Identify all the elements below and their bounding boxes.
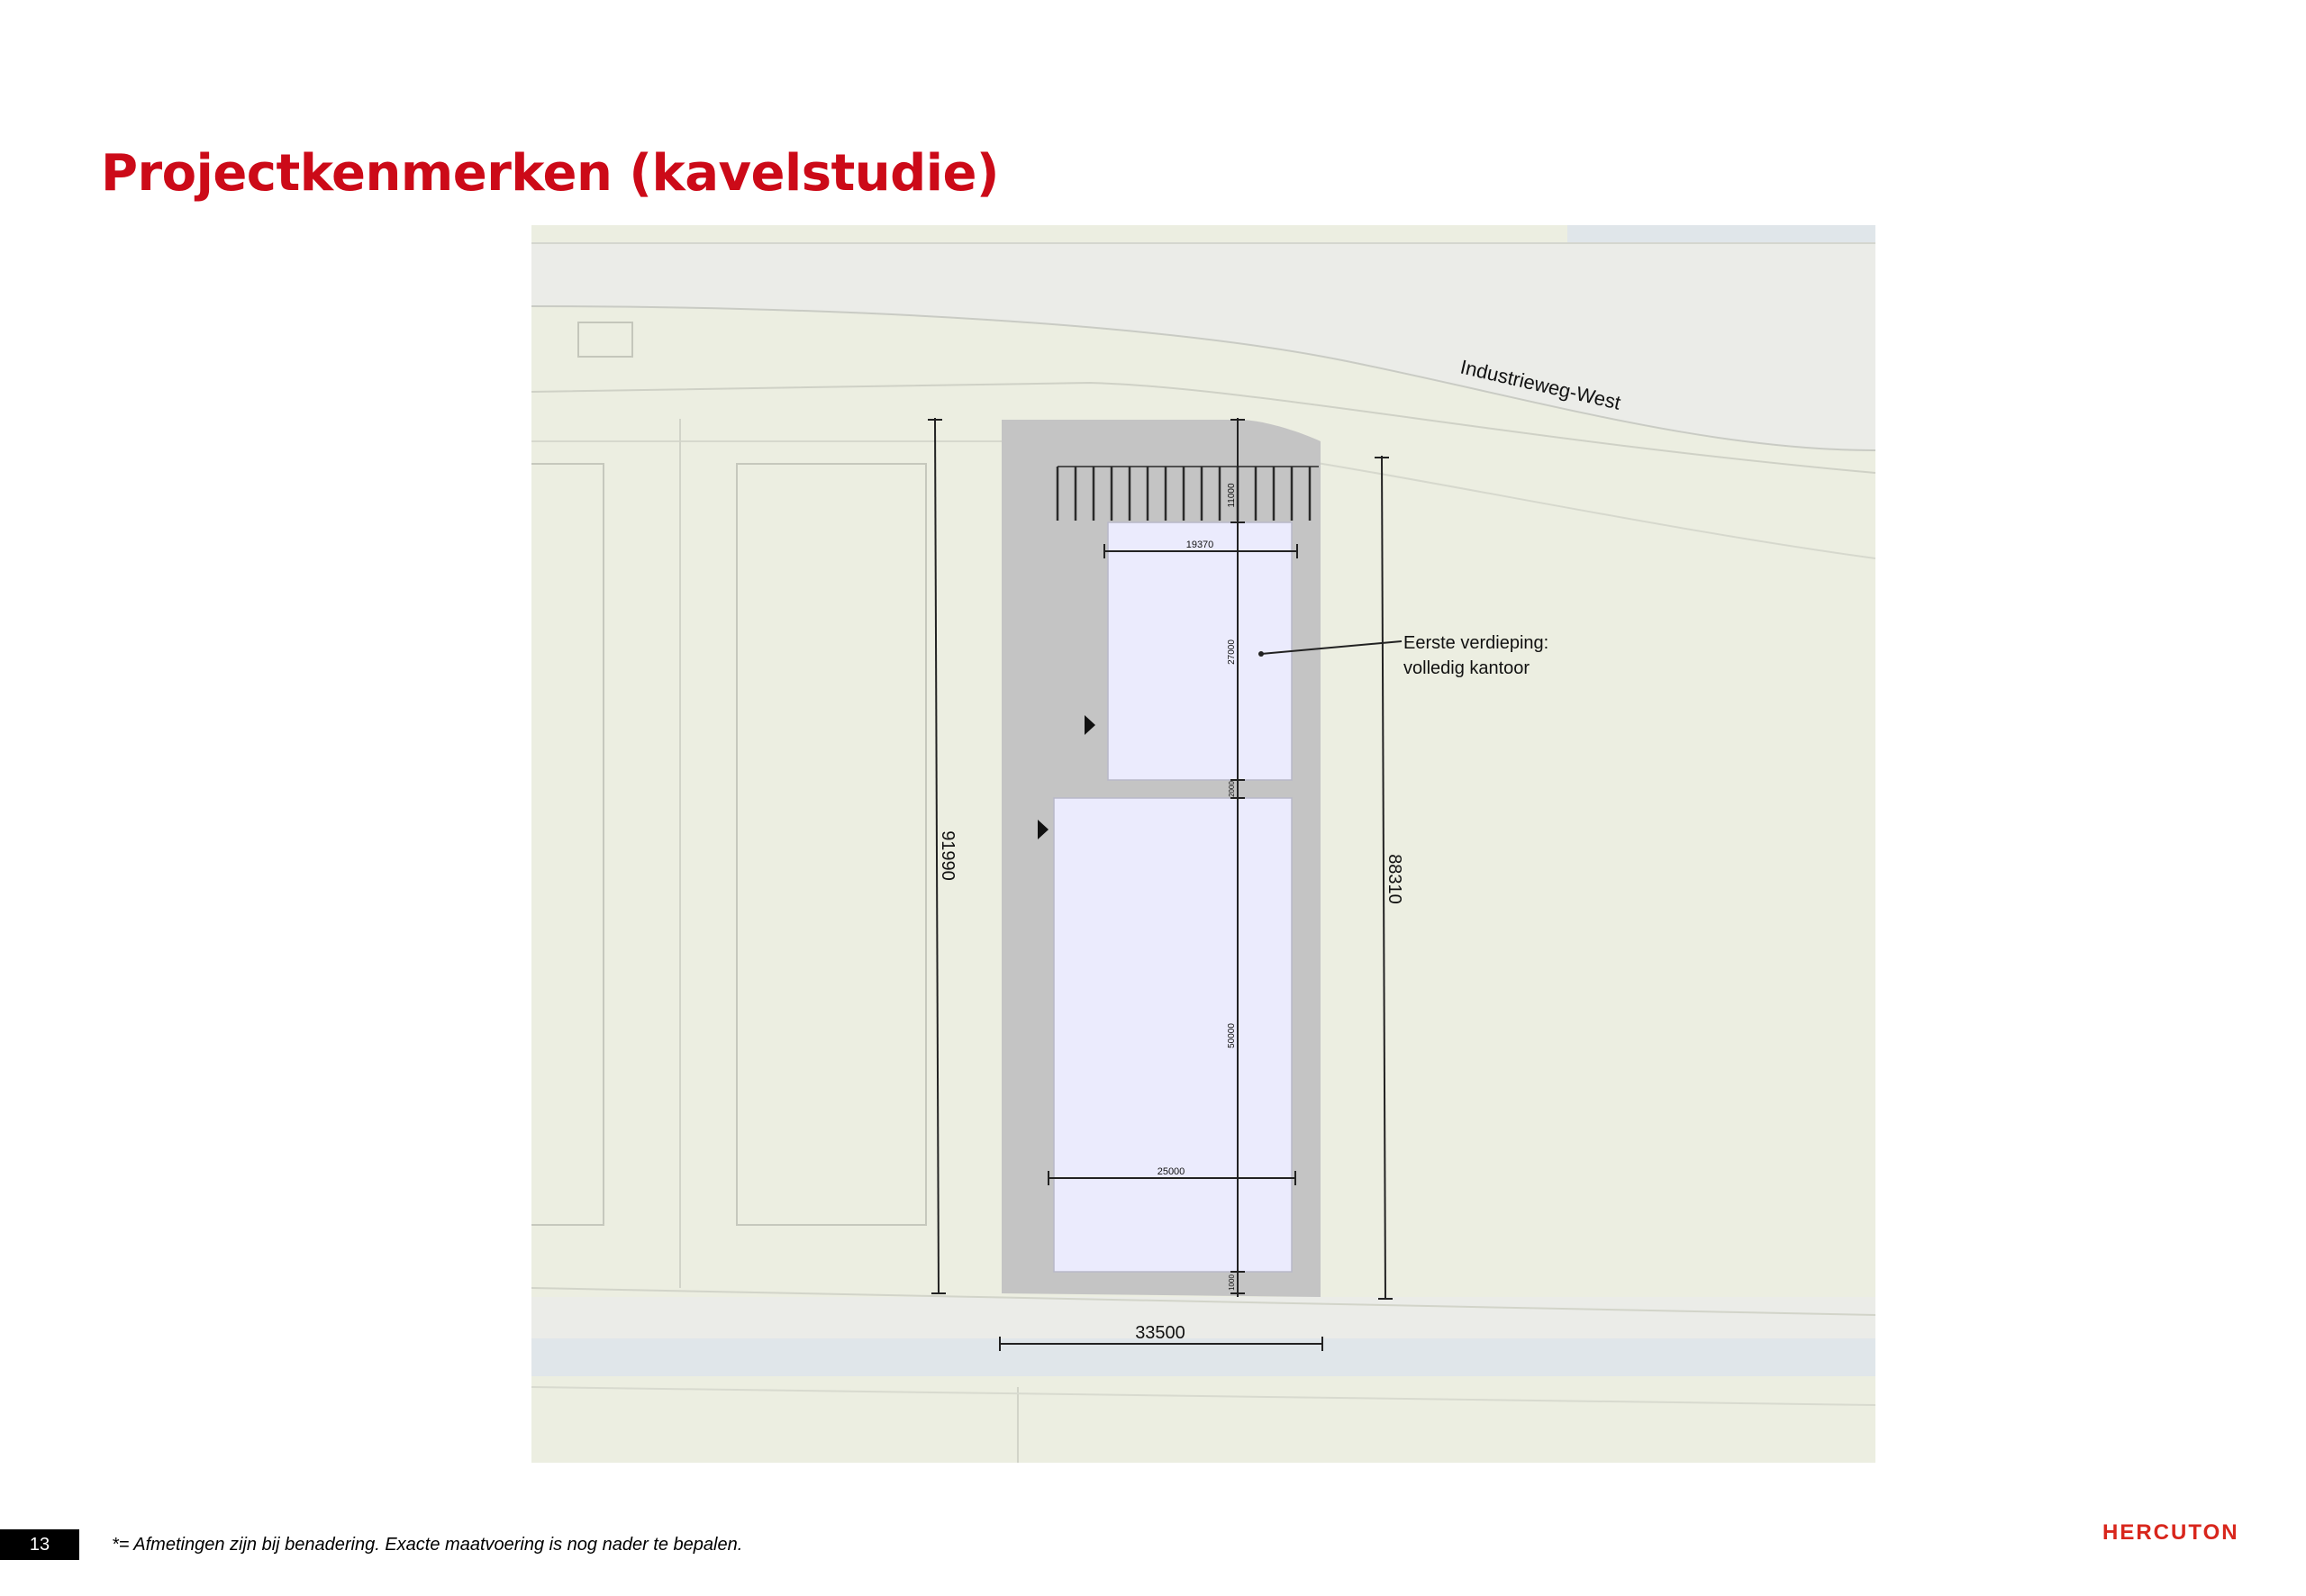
page-title: Projectkenmerken (kavelstudie) — [101, 144, 1000, 203]
annotation-line2: volledig kantoor — [1403, 658, 1530, 678]
footnote: *= Afmetingen zijn bij benadering. Exacte maatvoering is nog nader te bepalen. — [112, 1535, 743, 1555]
annotation-line1: Eerste verdieping: — [1403, 633, 1549, 653]
page-number: 13 — [0, 1529, 79, 1560]
dim-hall-depth: 50000 — [1227, 1023, 1237, 1048]
hercuton-logo: HERCUTON — [2102, 1520, 2239, 1545]
street-label: Industrieweg-West — [1457, 355, 1623, 414]
dim-right-total: 88310 — [1385, 854, 1404, 904]
dim-parking-depth: 11000 — [1227, 483, 1237, 508]
annotation-dot — [1258, 651, 1264, 657]
dim-left-total: 91990 — [938, 830, 958, 881]
dim-gap: 2000 — [1228, 781, 1236, 797]
hall-building — [1054, 798, 1292, 1272]
dim-office-depth: 27000 — [1227, 639, 1237, 665]
site-plan — [531, 225, 1875, 1463]
dim-office-width: 19370 — [1185, 540, 1214, 550]
dim-bottom-width: 33500 — [1135, 1323, 1185, 1343]
office-building — [1108, 522, 1292, 780]
dim-hall-width: 25000 — [1157, 1166, 1185, 1177]
dim-bottom-gap: 1000 — [1228, 1274, 1236, 1291]
